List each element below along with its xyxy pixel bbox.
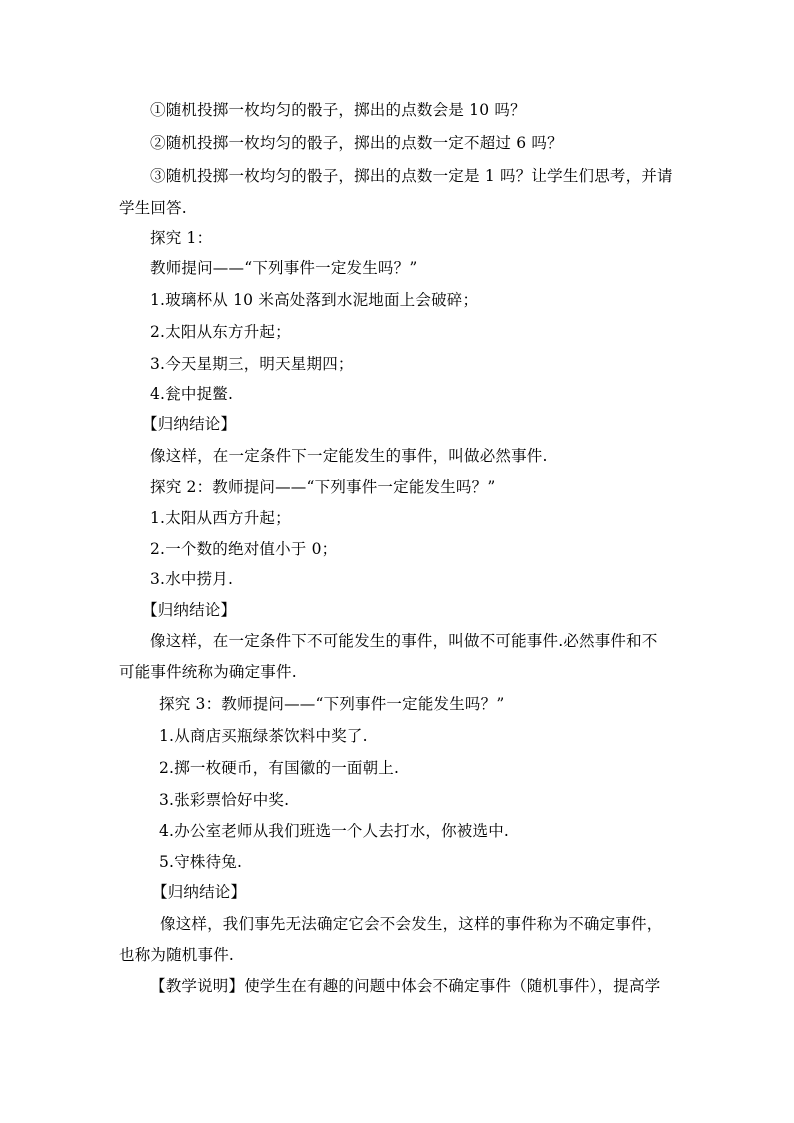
summary-3-text: 像这样，我们事先无法确定它会不会发生，这样的事件称为不确定事件，: [160, 915, 663, 933]
summary-3-heading: 【归纳结论】: [152, 883, 247, 901]
summary-1-text: 像这样，在一定条件下一定能发生的事件，叫做必然事件.: [150, 447, 548, 465]
summary-2-text-continuation: 可能事件统称为确定事件.: [119, 663, 297, 681]
list-item: 1.太阳从西方升起；: [150, 509, 291, 527]
list-item: 3.张彩票恰好中奖.: [159, 791, 290, 809]
list-item: 3.水中捞月.: [150, 570, 234, 588]
explore-2-title: 探究 2：教师提问——“下列事件一定能发生吗？”: [150, 478, 496, 496]
list-item: 1.玻璃杯从 10 米高处落到水泥地面上会破碎；: [150, 291, 479, 309]
question-3: ③随机投掷一枚均匀的骰子，掷出的点数一定是 1 吗？让学生们思考，并请: [150, 167, 673, 185]
teaching-note: 【教学说明】使学生在有趣的问题中体会不确定事件（随机事件），提高学: [150, 977, 661, 995]
summary-2-heading: 【归纳结论】: [142, 601, 237, 619]
list-item: 2.太阳从东方升起；: [150, 323, 291, 341]
question-2: ②随机投掷一枚均匀的骰子，掷出的点数一定不超过 6 吗？: [150, 134, 563, 152]
list-item: 3.今天星期三，明天星期四；: [150, 355, 354, 373]
summary-1-heading: 【归纳结论】: [142, 415, 237, 433]
question-3-continuation: 学生回答.: [119, 199, 187, 217]
list-item: 5.守株待兔.: [159, 853, 243, 871]
list-item: 4.瓮中捉鳖.: [150, 385, 234, 403]
explore-1-title: 探究 1：: [150, 229, 213, 247]
list-item: 1.从商店买瓶绿茶饮料中奖了.: [159, 727, 368, 745]
list-item: 4.办公室老师从我们班选一个人去打水，你被选中.: [159, 822, 510, 840]
list-item: 2.掷一枚硬币，有国徽的一面朝上.: [159, 759, 400, 777]
summary-2-text: 像这样，在一定条件下不可能发生的事件，叫做不可能事件.必然事件和不: [150, 632, 658, 650]
list-item: 2.一个数的绝对值小于 0；: [150, 540, 338, 558]
question-1: ①随机投掷一枚均匀的骰子，掷出的点数会是 10 吗？: [150, 101, 526, 119]
explore-1-question: 教师提问——“下列事件一定发生吗？”: [150, 259, 418, 277]
summary-3-text-continuation: 也称为随机事件.: [119, 946, 235, 964]
explore-3-title: 探究 3：教师提问——“下列事件一定能发生吗？”: [159, 695, 505, 713]
